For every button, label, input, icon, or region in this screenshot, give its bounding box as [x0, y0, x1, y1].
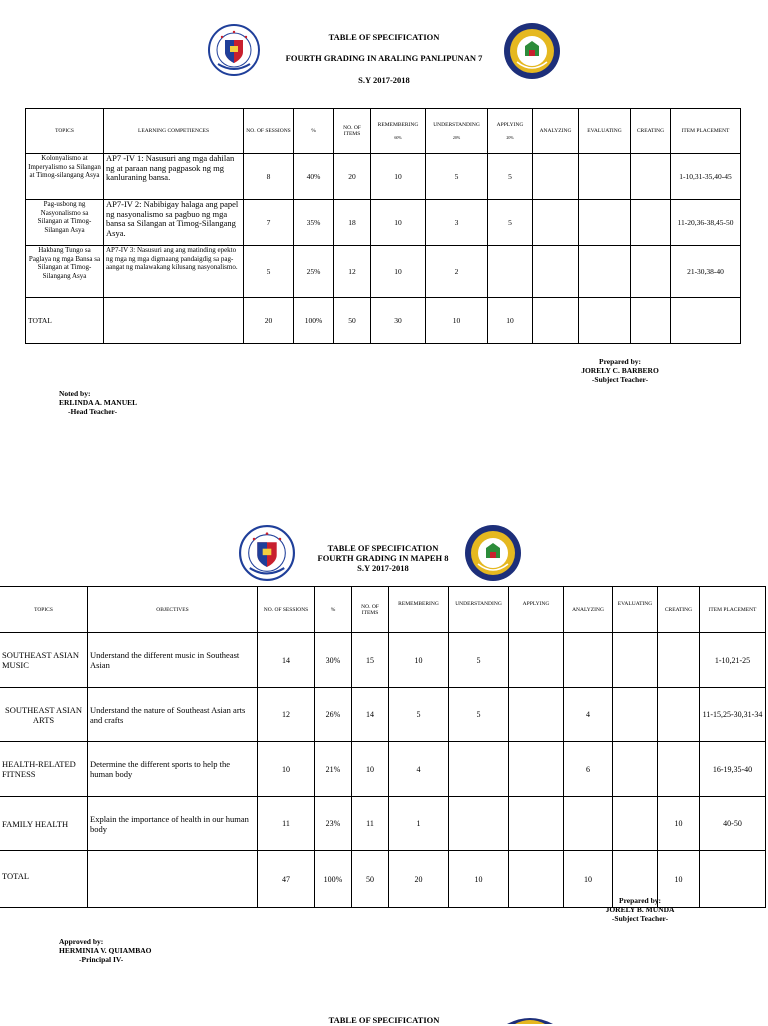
row-analyzing: [533, 246, 579, 298]
row-understanding: 5: [426, 154, 488, 200]
header-percent: %: [315, 587, 352, 633]
row-topic: SOUTHEAST ASIAN ARTS: [0, 688, 88, 742]
prepared-name: JORELY B. MUNDA: [605, 905, 675, 914]
approved-name: HERMINIA V. QUIAMBAO: [59, 946, 152, 955]
header-percent: %: [294, 109, 334, 154]
deped-seal-icon: [239, 525, 295, 581]
row-placement: 11-20,36-38,45-50: [671, 200, 741, 246]
header-understanding: [426, 109, 488, 154]
school-seal-icon: [503, 22, 561, 80]
row-understanding: 3: [426, 200, 488, 246]
row-analyzing: [533, 200, 579, 246]
row-evaluating: [613, 742, 658, 797]
row-understanding: [449, 797, 509, 851]
doc2-subtitle: FOURTH GRADING IN MAPEH 8: [317, 553, 449, 563]
header-competencies: LEARNING COMPETIENCES: [104, 109, 244, 154]
remembering-pct: 60%: [394, 135, 402, 140]
row-creating: [631, 246, 671, 298]
doc2-title: TABLE OF SPECIFICATION: [327, 543, 439, 553]
row-competency: AP7-IV 2: Nabibigay halaga ang papel ng nasyonalismo sa pagbuo ng mga bansa sa Silangan at Timog-Silangang Asya.: [104, 200, 244, 246]
row-placement: 1-10,31-35,40-45: [671, 154, 741, 200]
doc1-prepared-block: [560, 357, 680, 384]
row-topic: HEALTH-RELATED FITNESS: [0, 742, 88, 797]
total-analyzing: 10: [564, 851, 613, 908]
row-placement: 40-50: [700, 797, 766, 851]
doc2-spec-table: [0, 586, 766, 908]
row-analyzing: [564, 797, 613, 851]
header-analyzing: ANALYZING: [533, 109, 579, 154]
total-creating: 10: [658, 851, 700, 908]
header-analyzing: ANALYZING: [564, 587, 613, 633]
row-items: 18: [334, 200, 371, 246]
row-sessions: 8: [244, 154, 294, 200]
row-percent: 26%: [315, 688, 352, 742]
row-understanding: 5: [449, 688, 509, 742]
header-understanding-label: UNDERSTANDING: [433, 122, 480, 128]
row-evaluating: [579, 154, 631, 200]
row-understanding: 2: [426, 246, 488, 298]
row-applying: [509, 797, 564, 851]
row-items: 11: [352, 797, 389, 851]
header-objectives: OBJECTIVES: [88, 587, 258, 633]
total-sessions: 47: [258, 851, 315, 908]
total-applying: [509, 851, 564, 908]
row-topic: FAMILY HEALTH: [0, 797, 88, 851]
row-competency: AP7 -IV 1: Nasusuri ang mga dahilan ng at paraan nang pagpasok ng mg kanluraning bansa.: [104, 154, 244, 200]
row-percent: 21%: [315, 742, 352, 797]
table-row: [0, 742, 766, 797]
row-evaluating: [613, 797, 658, 851]
doc2-school-year: S.Y 2017-2018: [357, 563, 409, 573]
row-items: 14: [352, 688, 389, 742]
table-header-row: [0, 587, 766, 633]
row-objective: Understand the nature of Southeast Asian arts and crafts: [88, 688, 258, 742]
row-objective: Explain the importance of health in our human body: [88, 797, 258, 851]
understanding-pct: 20%: [452, 135, 461, 140]
row-objective: Determine the different sports to help the human body: [88, 742, 258, 797]
row-remembering: 4: [389, 742, 449, 797]
header-understanding: UNDERSTANDING: [449, 587, 509, 633]
row-items: 15: [352, 633, 389, 688]
header-remembering: [371, 109, 426, 154]
doc1-title: TABLE OF SPECIFICATION: [328, 32, 440, 42]
header-placement: ITEM PLACEMENT: [671, 109, 741, 154]
total-row: [26, 298, 741, 344]
table-row: [0, 633, 766, 688]
row-sessions: 11: [258, 797, 315, 851]
row-applying: [509, 633, 564, 688]
row-items: 20: [334, 154, 371, 200]
row-analyzing: 4: [564, 688, 613, 742]
prepared-role: -Subject Teacher-: [611, 914, 669, 923]
header-remembering-label: REMEMBERING: [377, 122, 419, 128]
row-evaluating: [579, 246, 631, 298]
row-evaluating: [613, 633, 658, 688]
row-analyzing: [564, 633, 613, 688]
row-topic: Hakbang Tungo sa Paglaya ng mga Bansa sa Silangan at Timog-Silangang Asya: [26, 246, 104, 298]
row-understanding: [449, 742, 509, 797]
row-applying: [488, 246, 533, 298]
prepared-label: Prepared by:: [598, 357, 641, 366]
total-understanding: 10: [426, 298, 488, 344]
row-sessions: 12: [258, 688, 315, 742]
total-label: TOTAL: [26, 298, 104, 344]
header-creating: CREATING: [658, 587, 700, 633]
row-sessions: 10: [258, 742, 315, 797]
total-understanding: 10: [449, 851, 509, 908]
row-creating: [631, 154, 671, 200]
total-applying: 10: [488, 298, 533, 344]
row-evaluating: [613, 688, 658, 742]
row-analyzing: 6: [564, 742, 613, 797]
row-items: 10: [352, 742, 389, 797]
total-sessions: 20: [244, 298, 294, 344]
row-sessions: 7: [244, 200, 294, 246]
table-row: [26, 246, 741, 298]
row-understanding: 5: [449, 633, 509, 688]
row-placement: 21-30,38-40: [671, 246, 741, 298]
approved-label: Approved by:: [59, 937, 104, 946]
header-placement: ITEM PLACEMENT: [700, 587, 766, 633]
total-items: 50: [334, 298, 371, 344]
row-topic: Pag-usbong ng Nasyonalismo sa Silangan at Timog-Silangan Asya: [26, 200, 104, 246]
header-sessions: NO. OF SESSIONS: [244, 109, 294, 154]
row-creating: 10: [658, 797, 700, 851]
header-topics: TOPICS: [26, 109, 104, 154]
row-placement: 11-15,25-30,31-34: [700, 688, 766, 742]
row-percent: 40%: [294, 154, 334, 200]
row-sessions: 14: [258, 633, 315, 688]
doc2-prepared-block: [580, 896, 700, 923]
row-remembering: 10: [389, 633, 449, 688]
table-row: [26, 200, 741, 246]
row-remembering: 1: [389, 797, 449, 851]
table-header-row: [26, 109, 741, 154]
row-creating: [658, 633, 700, 688]
row-placement: 16-19,35-40: [700, 742, 766, 797]
row-applying: [509, 688, 564, 742]
doc1-noted-block: [59, 389, 137, 416]
row-topic: Kolonyalismo at Imperyalismo sa Silangan at Timog-silangang Asya: [26, 154, 104, 200]
row-items: 12: [334, 246, 371, 298]
row-topic: SOUTHEAST ASIAN MUSIC: [0, 633, 88, 688]
header-applying: APPLYING: [509, 587, 564, 633]
row-analyzing: [533, 154, 579, 200]
total-percent: 100%: [294, 298, 334, 344]
row-remembering: 5: [389, 688, 449, 742]
applying-pct: 20%: [506, 135, 514, 140]
deped-seal-icon: [208, 24, 260, 76]
prepared-name: JORELY C. BARBERO: [581, 366, 659, 375]
school-seal-icon: [505, 1016, 555, 1024]
row-percent: 25%: [294, 246, 334, 298]
row-applying: 5: [488, 154, 533, 200]
doc1-school-year: S.Y 2017-2018: [358, 75, 410, 85]
row-placement: 1-10,21-25: [700, 633, 766, 688]
approved-role: -Principal IV-: [79, 955, 124, 964]
noted-role: -Head Teacher-: [68, 407, 118, 416]
noted-label: Noted by:: [59, 389, 91, 398]
noted-name: ERLINDA A. MANUEL: [59, 398, 138, 407]
doc1-spec-table: [25, 108, 741, 344]
row-competency: AP7-IV 3: Nasusuri ang ang matinding epekto ng mga ng mga digmaang pandaigdig sa pag-aangat ng malawakang kilusang nasyonalismo.: [104, 246, 244, 298]
row-remembering: 10: [371, 200, 426, 246]
total-remembering: 30: [371, 298, 426, 344]
table-row: [26, 154, 741, 200]
row-percent: 35%: [294, 200, 334, 246]
row-applying: 5: [488, 200, 533, 246]
total-remembering: 20: [389, 851, 449, 908]
header-evaluating: EVALUATING: [579, 109, 631, 154]
total-percent: 100%: [315, 851, 352, 908]
header-items: NO. OF ITEMS: [334, 109, 371, 154]
row-remembering: 10: [371, 154, 426, 200]
row-creating: [658, 688, 700, 742]
row-creating: [658, 742, 700, 797]
row-creating: [631, 200, 671, 246]
header-creating: CREATING: [631, 109, 671, 154]
header-remembering: REMEMBERING: [389, 587, 449, 633]
header-topics: TOPICS: [0, 587, 88, 633]
row-evaluating: [579, 200, 631, 246]
row-sessions: 5: [244, 246, 294, 298]
table-row: [0, 688, 766, 742]
doc2-approved-block: [59, 937, 151, 964]
doc1-subtitle: FOURTH GRADING IN ARALING PANLIPUNAN 7: [285, 53, 483, 63]
header-applying-label: APPLYING: [496, 122, 524, 128]
school-seal-icon: [464, 524, 522, 582]
row-objective: Understand the different music in Southeast Asian: [88, 633, 258, 688]
header-applying: [488, 109, 533, 154]
row-percent: 30%: [315, 633, 352, 688]
header-evaluating: EVALUATING: [613, 587, 658, 633]
table-row: [0, 797, 766, 851]
prepared-label: Prepared by:: [618, 896, 661, 905]
row-percent: 23%: [315, 797, 352, 851]
header-items: NO. OF ITEMS: [352, 587, 389, 633]
doc3-title: TABLE OF SPECIFICATION: [328, 1015, 440, 1025]
total-label: TOTAL: [0, 851, 88, 908]
row-remembering: 10: [371, 246, 426, 298]
total-items: 50: [352, 851, 389, 908]
prepared-role: -Subject Teacher-: [591, 375, 649, 384]
header-sessions: NO. OF SESSIONS: [258, 587, 315, 633]
row-applying: [509, 742, 564, 797]
